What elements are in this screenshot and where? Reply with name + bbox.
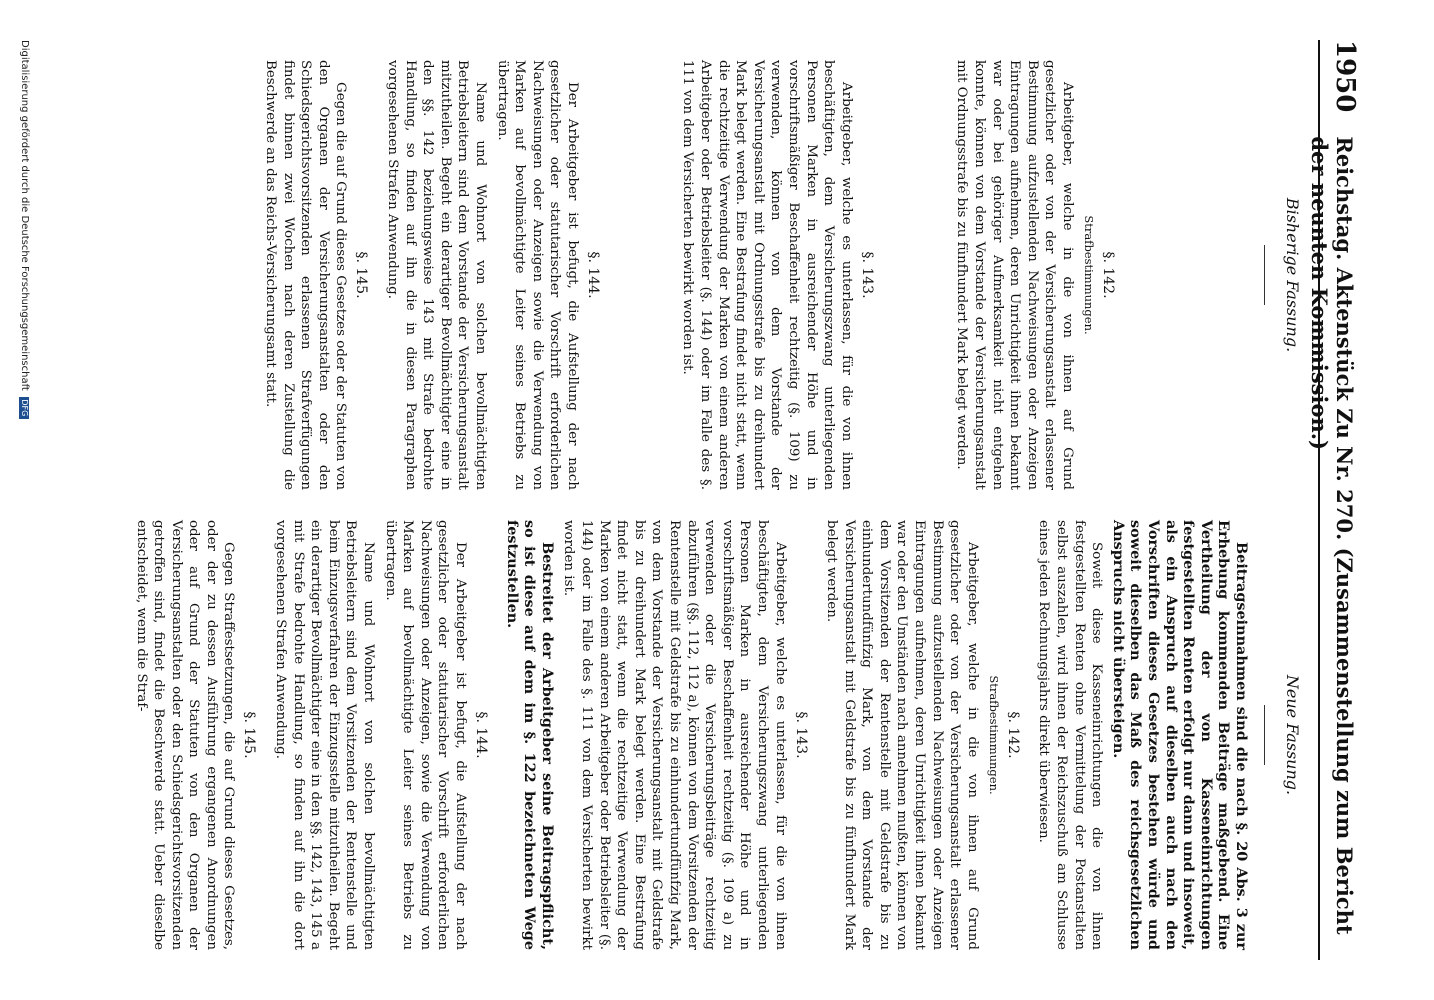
section-text: Der Arbeitgeber ist befugt, die Aufstellung der nach gesetzlicher oder statutarischer Vorschrift erforderlichen Nachweisungen oder Anzeigen sowie die Verwendung von Marken auf bevollmächtigte Leiter seines Betriebs zu übertragen. — [494, 60, 580, 490]
dfg-logo-icon: DFG — [20, 397, 30, 419]
page-number: 1950 — [1330, 40, 1360, 113]
spacer — [1130, 60, 1250, 490]
left-column — [257, 60, 1302, 490]
section-title: §. 143. — [792, 711, 809, 759]
page-title: Reichstag. Aktenstück Zu Nr. 270. (Zusammenstellung zum Bericht der neunten Kommission.) — [1307, 136, 1357, 935]
section-subtitle: Strafbestimmungen. — [986, 675, 1001, 795]
left-column-heading: Bisherige Fassung. — [1283, 197, 1302, 353]
right-column-heading: Neue Fassung. — [1283, 674, 1302, 796]
digitization-credit — [19, 40, 30, 960]
section-text: Arbeitgeber, welche in die von ihnen auf Grund gesetzlicher oder von der Versicherungsanstalt erlassener Bestimmung aufzustellenden Nachweisungen oder Anzeigen Eintragungen aufnehmen, deren Unrichtigkeit ihnen bekannt war oder den Umständen nach annehmen mußten, können von dem Vorsitzenden der Rentenstelle mit Geldstrafe bis zu einhundertundfünfzig Mark, von dem Vorstande der Versicherungsanstalt mit Geldstrafe bis zu fünfhundert Mark belegt werden. — [824, 520, 980, 950]
section-title: §. 144. — [473, 711, 490, 759]
section-title: §. 142. — [1100, 251, 1116, 299]
section-text: Arbeitgeber, welche es unterlassen, für die von ihnen beschäftigten, dem Versicherungszwang unterliegenden Personen Marken in ausreichender Höhe und in vorschriftsmäßiger Beschaffenheit rechtzeitig (§. 109 a) zu verwenden oder die Versicherungsbeiträge rechtzeitig abzuführen (§§. 112, 112 a), können von dem Vorsitzenden der Rentenstelle mit Geldstrafe bis zu einhundertundfünfzig Mark, von dem Vorstande der Versicherungsanstalt mit Geldstrafe bis zu dreihundert Mark belegt werden. Eine Bestrafung findet nicht statt, wenn die rechtzeitige Verwendung der Marken von einem anderen Arbeitgeber oder Betriebsleiter (§. 144) oder im Falle des §. 111 von dem Versicherten bewirkt worden ist. — [561, 520, 788, 950]
heading-rule — [1264, 705, 1265, 765]
page-header — [1307, 40, 1360, 960]
section-title: §. 144. — [584, 251, 601, 299]
section-title: §. 145. — [241, 711, 258, 759]
section-title: §. 142. — [1004, 711, 1021, 759]
right-column — [128, 520, 1302, 950]
section-title: §. 145. — [353, 251, 370, 299]
heading-rule — [1264, 245, 1265, 305]
section-text: Arbeitgeber, welche in die von ihnen auf Grund gesetzlicher oder von der Versicherungsanstalt erlassener Bestimmung aufzustellenden Nachweisungen oder Anzeigen Eintragungen aufnehmen, deren Unrichtigkeit ihnen bekannt war oder bei gehöriger Aufmerksamkeit nicht entgehen konnte, können von dem Vorstande der Versicherungsanstalt mit Ordnungsstrafe bis zu fünfhundert Mark belegt werden. — [954, 60, 1075, 490]
section-title: §. 143. — [858, 251, 875, 299]
credit-text: Digitalisierung gefördert durch die Deutsche Forschungsgemeinschaft — [19, 40, 30, 391]
section-text: Name und Wohnort von solchen bevollmächtigten Betriebsleitern sind dem Vorstande der Versicherungsanstalt mitzutheilen. Begeht ein derartiger Bevollmächtigter eine in den §§. 142 beziehungsweise 143 mit Strafe bedrohte Handlung, so finden auf ihn die in diesen Paragraphen vorgesehenen Strafen Anwendung. — [384, 60, 488, 490]
intro-bold-text: Beitragseinnahmen sind die nach §. 20 Abs. 3 zur Erhebung kommenden Beiträge maßgebend. Eine Vertheilung der von Kasseneinrichtungen festgestellten Renten erfolgt nur dann und insoweit, als ein Anspruch auf dieselben auch nach den Vorschriften dieses Gesetzes bestehen würde und soweit dieselben das Maß des reichsgesetzlichen Anspruchs nicht übersteigen. — [1109, 520, 1250, 950]
section-bold-text: Bestreitet der Arbeitgeber seine Beitragspflicht, so ist diese auf dem im §. 122 bezeichneten Wege festzustellen. — [503, 520, 556, 950]
section-text: Der Arbeitgeber ist befugt, die Aufstellung der nach gesetzlicher oder statutarischer Vorschrift erforderlichen Nachweisungen oder Anzeigen, sowie die Verwendung von Marken auf bevollmächtigte Leiter seines Betriebs zu übertragen. — [382, 520, 469, 950]
intro-text: Soweit diese Kasseneinrichtungen die von ihnen festgestellten Renten ohne Vermittelung der Postanstalten selbst auszahlen, wird ihnen der Reichszuschuß am Schlusse eines jeden Rechnungsjahrs direkt überwiesen. — [1036, 520, 1105, 950]
spacer — [889, 60, 949, 490]
section-text: Name und Wohnort von solchen bevollmächtigten Betriebsleitern sind dem Vorsitzenden der Rentenstelle und beim Einzugsverfahren der Einzugsstelle mitzutheilen. Begeht ein derartiger Bevollmächtigter eine in den §§. 142, 143, 145 a mit Strafe bedrohte Handlung, so finden auf ihn die dort vorgesehenen Strafen Anwendung. — [273, 520, 377, 950]
section-text: Gegen die auf Grund dieses Gesetzes oder der Statuten von den Organen der Versicherungsanstalten oder den Schiedsgerichtsvorsitzenden erlassenen Strafverfügungen findet binnen zwei Wochen nach deren Zustellung die Beschwerde an das Reichs-Versicherungsamt statt. — [263, 60, 349, 490]
section-text: Arbeitgeber, welche es unterlassen, für die von ihnen beschäftigten, dem Versicherungszwang unterliegenden Personen Marken in ausreichender Höhe und in vorschriftsmäßiger Beschaffenheit rechtzeitig (§. 109) zu verwenden, können von dem Vorstande der Versicherungsanstalt mit Ordnungsstrafe bis zu dreihundert Mark belegt werden. Eine Bestrafung findet nicht statt, wenn die rechtzeitige Verwendung der Marken von einem anderen Arbeitgeber oder Betriebsleiter (§. 144) oder im Falle des §. 111 von dem Versicherten bewirkt worden ist. — [680, 60, 854, 490]
section-subtitle: Strafbestimmungen. — [1082, 215, 1096, 335]
section-text: Gegen Straffestsetzungen, die auf Grund dieses Gesetzes, oder der zu dessen Ausführung ergangenen Anordnungen oder auf Grund der Statuten von den Organen der Versicherungsanstalten oder den Schiedsgerichtsvorsitzenden getroffen sind, findet die Beschwerde statt. Ueber dieselbe entscheidet, wenn die Straf- — [133, 520, 237, 950]
spacer — [615, 60, 675, 490]
